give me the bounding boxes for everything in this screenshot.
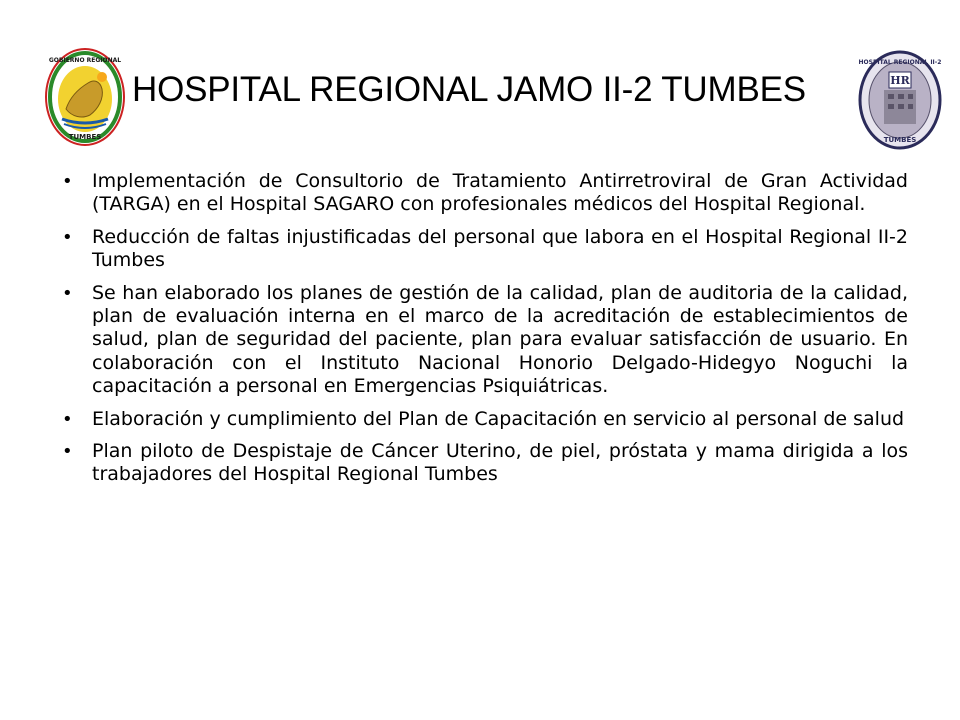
- bullet-list: [62, 170, 908, 496]
- bullet-dot-icon: •: [62, 226, 73, 248]
- bullet-dot-icon: •: [62, 171, 73, 192]
- logo-right-bottom-text: TUMBES: [883, 136, 917, 144]
- logo-left-bottom-text: TUMBES: [68, 133, 102, 141]
- gobierno-regional-tumbes-logo: [44, 47, 126, 147]
- bullet-text: Plan piloto de Despistaje de Cáncer Uterino, de piel, próstata y mama dirigida a los trabajadores del Hospital Regional Tumbes: [92, 440, 908, 486]
- bullet-text: Implementación de Consultorio de Tratamiento Antirretroviral de Gran Actividad (TARGA) en el Hospital SAGARO con profesionales médicos del Hospital Regional.: [92, 170, 908, 216]
- bullet-dot-icon: •: [62, 408, 73, 430]
- bullet-item-calidad: [62, 282, 908, 399]
- bullet-item-targa: [62, 170, 908, 217]
- bullet-item-capacitacion: [62, 408, 908, 431]
- logo-left-top-text: GOBIERNO REGIONAL: [48, 57, 122, 64]
- bullet-item-despistaje: [62, 440, 908, 487]
- bullet-dot-icon: •: [62, 441, 73, 463]
- bullet-text: Reducción de faltas injustificadas del personal que labora en el Hospital Regional II-2 Tumbes: [92, 225, 908, 272]
- page-title: HOSPITAL REGIONAL JAMO II-2 TUMBES: [132, 70, 806, 109]
- bullet-item-faltas: [62, 226, 908, 273]
- hospital-regional-logo: [858, 50, 942, 150]
- bullet-text: Elaboración y cumplimiento del Plan de Capacitación en servicio al personal de salud: [92, 407, 905, 430]
- logo-right-monogram: HR: [890, 74, 910, 87]
- logo-right-top-text: HOSPITAL REGIONAL II-2: [858, 59, 942, 66]
- bullet-dot-icon: •: [62, 282, 73, 304]
- bullet-text: Se han elaborado los planes de gestión de la calidad, plan de auditoria de la calidad, plan de evaluación interna en el marco de la acreditación de establecimientos de salud, plan de seguridad del paciente, plan para evaluar satisfacción de usuario. En colaboración con el Instituto Nacional Honorio Delgado-Hidegyo Noguchi la capacitación a personal en Emergencias Psiquiátricas.: [92, 281, 908, 398]
